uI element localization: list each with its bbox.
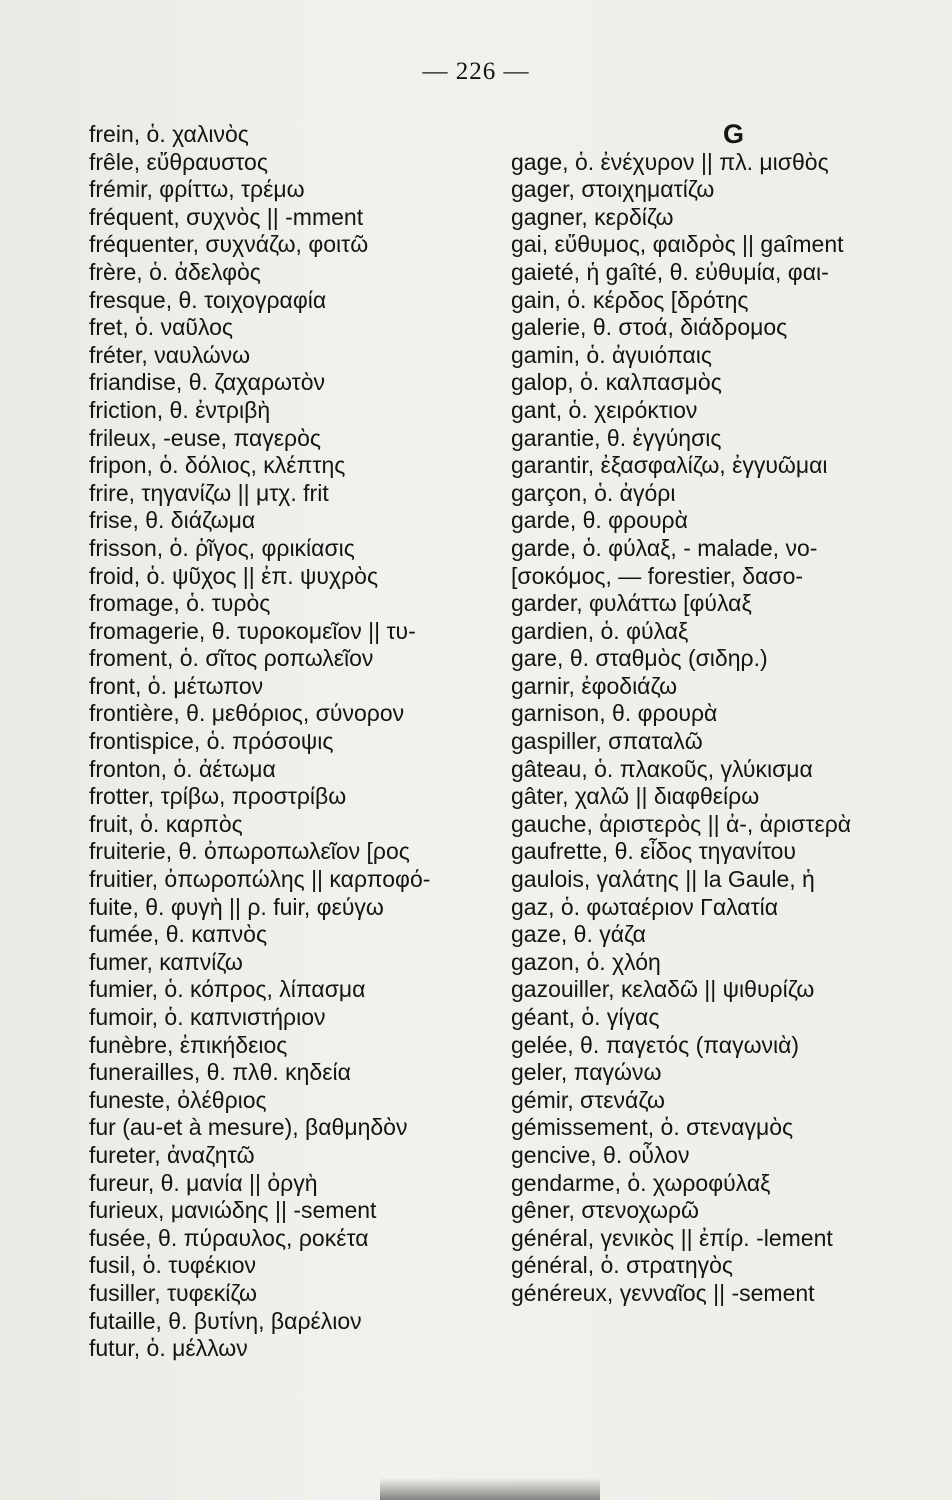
dictionary-entry: fréquent, συχνὸς || -mment <box>89 203 364 230</box>
dictionary-entry: garder, φυλάττω [φύλαξ <box>511 590 752 617</box>
dictionary-entry: funèbre, ἐπικήδειος <box>89 1031 288 1058</box>
dictionary-entry: gain, ὁ. κέρδος [δρότης <box>511 286 749 313</box>
dictionary-entry: gencive, θ. οὖλον <box>511 1141 690 1168</box>
dictionary-entry: frontispice, ὁ. πρόσοψις <box>89 728 334 755</box>
dictionary-entry: frêle, εὔθραυστος <box>89 148 268 175</box>
dictionary-entry: frémir, φρίττω, τρέμω <box>89 176 305 203</box>
dictionary-entry: froment, ὁ. σῖτος ροπωλεῖον <box>89 645 374 672</box>
dictionary-entry: gémir, στενάζω <box>511 1086 665 1113</box>
dictionary-entry: fusiller, τυφεκίζω <box>89 1279 257 1306</box>
dictionary-entry: fromage, ὁ. τυρὸς <box>89 590 271 617</box>
dictionary-entry: gâter, χαλῶ || διαφθείρω <box>511 783 760 810</box>
dictionary-entry: fumoir, ὁ. καπνιστήριον <box>89 1004 326 1030</box>
dictionary-entry: futur, ὁ. μέλλων <box>89 1335 248 1362</box>
dictionary-entry: fret, ὁ. ναῦλος <box>89 314 233 341</box>
dictionary-entry: frire, τηγανίζω || μτχ. frit <box>89 479 329 506</box>
left-column <box>89 121 507 1363</box>
dictionary-entry: gaz, ὁ. φωταέριον Γαλατία <box>511 893 779 920</box>
page-bottom-edge <box>380 1478 600 1500</box>
dictionary-entry: frein, ὁ. χαλινὸς <box>89 121 249 147</box>
dictionary-entry: gauche, ἀριστερὸς || ἀ-, ἀριστερὰ <box>511 810 852 837</box>
dictionary-entry: gare, θ. σταθμὸς (σιδηρ.) <box>511 645 768 672</box>
dictionary-entry: fréter, ναυλώνω <box>89 341 251 368</box>
dictionary-entry: gaulois, γαλάτης || la Gaule, ἡ <box>511 866 815 893</box>
dictionary-entry: fureter, ἀναζητῶ <box>89 1141 255 1168</box>
dictionary-entry: fronton, ὁ. ἀέτωμα <box>89 755 276 782</box>
dictionary-entry: garantie, θ. ἐγγύησις <box>511 424 722 451</box>
dictionary-entry: frise, θ. διάζωμα <box>89 507 256 534</box>
dictionary-entry: garçon, ὁ. ἀγόρι <box>511 479 676 506</box>
dictionary-entry: futaille, θ. βυτίνη, βαρέλιον <box>89 1307 362 1334</box>
dictionary-entry: gaze, θ. γάζα <box>511 921 646 948</box>
dictionary-entry: fureur, θ. μανία || ὀργὴ <box>89 1169 318 1196</box>
dictionary-entry: garnir, ἐφοδιάζω <box>511 672 678 699</box>
dictionary-entry: frère, ὁ. ἀδελφὸς <box>89 258 261 285</box>
dictionary-entry: fresque, θ. τοιχογραφία <box>89 286 327 313</box>
dictionary-entry: fruitier, ὀπωροπώλης || καρποφό- <box>89 866 431 893</box>
dictionary-entry: gazon, ὁ. χλόη <box>511 948 661 975</box>
dictionary-entry: gardien, ὁ. φύλαξ <box>511 617 689 644</box>
dictionary-entry: gêner, στενοχωρῶ <box>511 1197 699 1224</box>
right-column <box>511 121 936 1308</box>
dictionary-entry: généreux, γενναῖος || -sement <box>511 1279 815 1306</box>
dictionary-entry: fumer, καπνίζω <box>89 948 243 975</box>
dictionary-entry: gazouiller, κελαδῶ || ψιθυρίζω <box>511 976 815 1003</box>
dictionary-entry: frotter, τρίβω, προστρίβω <box>89 783 347 810</box>
dictionary-entry: friandise, θ. ζαχαρωτὸν <box>89 369 326 396</box>
section-letter: G <box>722 121 744 149</box>
dictionary-entry: général, γενικὸς || ἐπίρ. -lement <box>511 1224 833 1251</box>
dictionary-entry: fruiterie, θ. ὀπωροπωλεῖον [ρος <box>89 838 410 865</box>
dictionary-entry: froid, ὁ. ψῦχος || ἐπ. ψυχρὸς <box>89 562 379 589</box>
dictionary-entry: gant, ὁ. χειρόκτιον <box>511 396 698 423</box>
dictionary-entry: galerie, θ. στοά, διάδρομος <box>511 314 788 341</box>
dictionary-entry: front, ὁ. μέτωπον <box>89 672 264 699</box>
dictionary-entry: gaieté, ἡ gaîté, θ. εὐθυμία, φαι- <box>511 258 829 285</box>
dictionary-entry: frontière, θ. μεθόριος, σύνορον <box>89 700 405 727</box>
dictionary-entry: geler, παγώνω <box>511 1059 662 1086</box>
dictionary-entry: fruit, ὁ. καρπὸς <box>89 810 243 837</box>
dictionary-entry: gelée, θ. παγετός (παγωνιὰ) <box>511 1031 800 1058</box>
dictionary-entry: garde, θ. φρουρὰ <box>511 507 688 534</box>
dictionary-entry: gaufrette, θ. εἶδος τηγανίτου <box>511 838 796 865</box>
dictionary-entry: furieux, μανιώδης || -sement <box>89 1197 377 1224</box>
dictionary-entry: gai, εὔθυμος, φαιδρὸς || gaîment <box>511 231 844 258</box>
dictionary-entry: fusil, ὁ. τυφέκιον <box>89 1252 256 1279</box>
dictionary-entry: général, ὁ. στρατηγὸς <box>511 1252 733 1279</box>
dictionary-entry: funerailles, θ. πλθ. κηδεία <box>89 1059 351 1086</box>
dictionary-entry: gaspiller, σπαταλῶ <box>511 728 703 755</box>
page-number: — 226 — <box>422 58 530 85</box>
dictionary-entry: fréquenter, συχνάζω, φοιτῶ <box>89 231 369 258</box>
dictionary-entry: gager, στοιχηματίζω <box>511 176 715 203</box>
dictionary-entry: gamin, ὁ. ἀγυιόπαις <box>511 341 712 368</box>
dictionary-entry: [σοκόμος, — forestier, δασο- <box>511 562 804 589</box>
dictionary-entry: frisson, ὁ. ῥῖγος, φρικίασις <box>89 534 355 561</box>
dictionary-entry: gémissement, ὁ. στεναγμὸς <box>511 1114 794 1141</box>
dictionary-entry: fripon, ὁ. δόλιος, κλέπτης <box>89 452 346 479</box>
dictionary-entry: galop, ὁ. καλπασμὸς <box>511 369 722 396</box>
dictionary-entry: gâteau, ὁ. πλακοῦς, γλύκισμα <box>511 755 813 782</box>
dictionary-entry: funeste, ὀλέθριος <box>89 1086 267 1113</box>
dictionary-entry: friction, θ. ἐντριβὴ <box>89 396 271 423</box>
dictionary-entry: garnison, θ. φρουρὰ <box>511 700 718 727</box>
dictionary-entry: frileux, -euse, παγερὸς <box>89 424 321 451</box>
dictionary-entry: gage, ὁ. ἐνέχυρον || πλ. μισθὸς <box>511 148 829 175</box>
dictionary-entry: gendarme, ὁ. χωροφύλαξ <box>511 1169 771 1196</box>
dictionary-entry: fusée, θ. πύραυλος, ροκέτα <box>89 1224 369 1251</box>
dictionary-entry: géant, ὁ. γίγας <box>511 1004 660 1030</box>
dictionary-entry: garde, ὁ. φύλαξ, - malade, νο- <box>511 534 818 561</box>
dictionary-entry: garantir, ἐξασφαλίζω, ἐγγυῶμαι <box>511 452 828 479</box>
dictionary-entry: fromagerie, θ. τυροκομεῖον || τυ- <box>89 617 416 644</box>
dictionary-entry: gagner, κερδίζω <box>511 203 674 230</box>
dictionary-entry: fumier, ὁ. κόπρος, λίπασμα <box>89 976 366 1003</box>
dictionary-entry: fuite, θ. φυγὴ || ρ. fuir, φεύγω <box>89 893 384 920</box>
dictionary-entry: fumée, θ. καπνὸς <box>89 921 268 948</box>
dictionary-entry: fur (au-et à mesure), βαθμηδὸν <box>89 1114 408 1141</box>
